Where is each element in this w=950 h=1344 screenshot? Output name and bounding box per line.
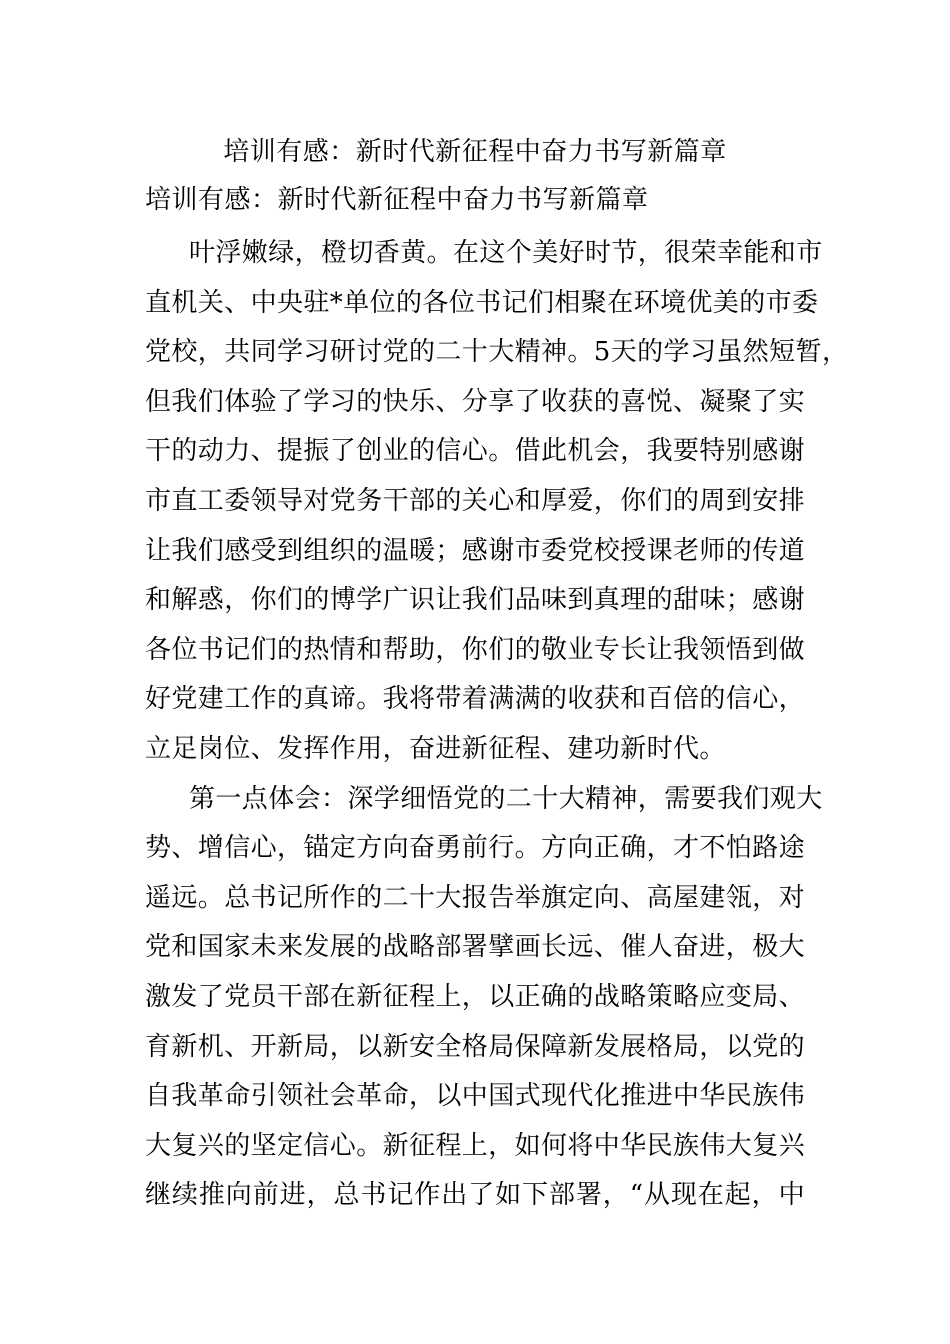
paragraph-line: 各位书记们的热情和帮助，你们的敬业专长让我领悟到做 <box>145 634 806 665</box>
paragraph-line: 遥远。总书记所作的二十大报告举旗定向、高屋建瓴，对 <box>145 882 806 913</box>
paragraph-line: 势、增信心，锚定方向奋勇前行。方向正确，才不怕路途 <box>145 833 806 864</box>
paragraph-line: 叶浮嫩绿，橙切香黄。在这个美好时节，很荣幸能和市 <box>189 238 823 268</box>
paragraph-line: 但我们体验了学习的快乐、分享了收获的喜悦、凝聚了实 <box>145 386 806 417</box>
paragraph-first-insight <box>145 775 823 1221</box>
paragraph-line: 市直工委领导对党务干部的关心和厚爱，你们的周到安排 <box>145 485 806 516</box>
document-subtitle: 培训有感：新时代新征程中奋力书写新篇章 <box>145 185 649 215</box>
paragraph-line: 激发了党员干部在新征程上，以正确的战略策略应变局、 <box>145 981 806 1012</box>
paragraph-line: 让我们感受到组织的温暖；感谢市委党校授课老师的传道 <box>145 535 806 566</box>
paragraph-intro <box>145 229 849 775</box>
paragraph-line: 直机关、中央驻*单位的各位书记们相聚在环境优美的市委 <box>145 287 819 318</box>
paragraph-line: 党和国家未来发展的战略部署擘画长远、催人奋进，极大 <box>145 932 806 963</box>
paragraph-line: 第一点体会：深学细悟党的二十大精神，需要我们观大 <box>189 783 823 814</box>
paragraph-line: 继续推向前进，总书记作出了如下部署，“从现在起，中 <box>145 1180 805 1211</box>
paragraph-line: 育新机、开新局，以新安全格局保障新发展格局，以党的 <box>145 1031 806 1062</box>
paragraph-line: 好党建工作的真谛。我将带着满满的收获和百倍的信心， <box>145 684 806 715</box>
paragraph-line: 大复兴的坚定信心。新征程上，如何将中华民族伟大复兴 <box>145 1130 806 1161</box>
paragraph-line: 干的动力、提振了创业的信心。借此机会，我要特别感谢 <box>145 436 806 467</box>
paragraph-line: 自我革命引领社会革命，以中国式现代化推进中华民族伟 <box>145 1081 806 1112</box>
document-body <box>145 229 849 1221</box>
paragraph-line: 和解惑，你们的博学广识让我们品味到真理的甜味；感谢 <box>145 585 806 616</box>
paragraph-line: 党校，共同学习研讨党的二十大精神。5天的学习虽然短暂， <box>145 337 849 368</box>
paragraph-line: 立足岗位、发挥作用，奋进新征程、建功新时代。 <box>145 733 726 764</box>
document-title: 培训有感：新时代新征程中奋力书写新篇章 <box>223 137 727 167</box>
